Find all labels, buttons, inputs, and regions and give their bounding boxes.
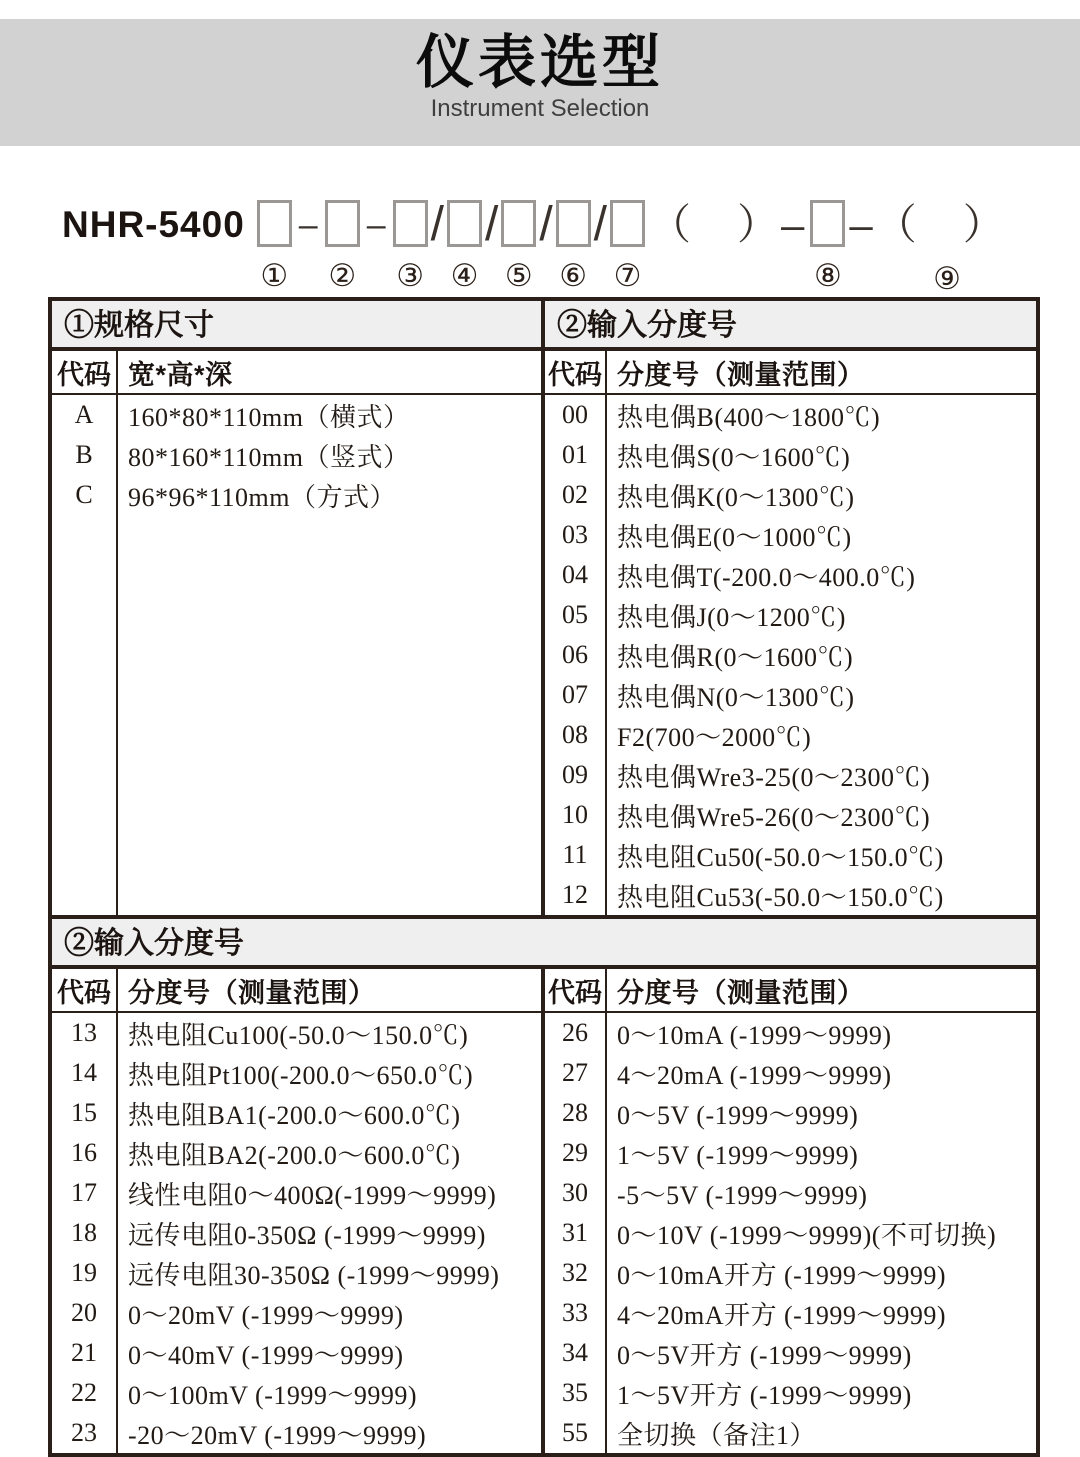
column-label-code: 代码 (545, 969, 607, 1011)
table-row (545, 515, 1036, 555)
code-cell: 05 (545, 595, 607, 635)
separator-slash: / (539, 198, 553, 251)
code-cell: 18 (52, 1213, 118, 1253)
desc-cell: 热电阻Cu50(-50.0～150.0℃) (617, 842, 944, 872)
spec-size-header: ①规格尺寸 (52, 301, 541, 351)
code-cell: 12 (545, 875, 607, 915)
code-cell: 14 (52, 1053, 118, 1093)
code-cell: 10 (545, 795, 607, 835)
desc-cell: 0～20mV (-1999～9999) (128, 1300, 404, 1330)
table-row (545, 755, 1036, 795)
table-row (545, 1293, 1036, 1333)
table-row (52, 1253, 541, 1293)
input-index-table-2-left (52, 969, 545, 1453)
table-row (545, 1413, 1036, 1453)
table-row (545, 435, 1036, 475)
code-cell: 17 (52, 1173, 118, 1213)
desc-cell: 远传电阻30-350Ω (-1999～9999) (128, 1260, 500, 1290)
column-label-range: 分度号（测量范围） (128, 977, 376, 1008)
desc-cell: -5～5V (-1999～9999) (617, 1180, 868, 1210)
code-cell: 08 (545, 715, 607, 755)
desc-cell: 全切换（备注1） (617, 1420, 817, 1450)
desc-cell: 96*96*110mm（方式） (128, 482, 396, 512)
desc-cell: 热电偶E(0～1000℃) (617, 522, 852, 552)
table-row (545, 555, 1036, 595)
separator-slash: / (593, 198, 608, 251)
section-2 (52, 919, 1036, 1453)
desc-cell: 0～5V (-1999～9999) (617, 1100, 859, 1130)
table-row (545, 1093, 1036, 1133)
desc-cell: 热电偶Wre5-26(0～2300℃) (617, 802, 931, 832)
input-index-table-2-right (545, 969, 1036, 1453)
model-field-3 (393, 200, 428, 293)
desc-cell: 0～10mA开方 (-1999～9999) (617, 1260, 946, 1290)
desc-cell: 0～40mV (-1999～9999) (128, 1340, 404, 1370)
table-row (545, 1013, 1036, 1053)
code-cell: 29 (545, 1133, 607, 1173)
desc-cell: 热电偶J(0～1200℃) (617, 602, 846, 632)
table-row (545, 835, 1036, 875)
table-row (545, 1333, 1036, 1373)
code-cell: 13 (52, 1013, 118, 1053)
field-number-9: ⑨ (933, 261, 961, 296)
input-index-rows-1 (545, 395, 1036, 915)
field-number-1: ① (260, 258, 289, 293)
desc-cell: 热电偶S(0～1600℃) (617, 442, 851, 472)
desc-cell: 热电偶N(0～1300℃) (617, 682, 855, 712)
code-cell: A (52, 395, 118, 435)
column-label-size: 宽*高*深 (128, 359, 233, 390)
section-1 (52, 301, 1036, 919)
code-box-3 (393, 200, 428, 247)
table-row (52, 1333, 541, 1373)
desc-cell: 热电阻BA2(-200.0～600.0℃) (128, 1140, 461, 1170)
desc-cell: 4～20mA开方 (-1999～9999) (617, 1300, 946, 1330)
selection-table (48, 297, 1040, 1457)
table-row (545, 595, 1036, 635)
code-cell: 19 (52, 1253, 118, 1293)
desc-cell: 远传电阻0-350Ω (-1999～9999) (128, 1220, 486, 1250)
code-cell: 33 (545, 1293, 607, 1333)
desc-cell: 热电阻Cu53(-50.0～150.0℃) (617, 882, 944, 912)
table-row (545, 1173, 1036, 1213)
table-row (52, 1373, 541, 1413)
code-cell: 26 (545, 1013, 607, 1053)
table-row (52, 1293, 541, 1333)
input-index-header: ②输入分度号 (545, 301, 1036, 351)
code-cell: 27 (545, 1053, 607, 1093)
table-row (545, 1253, 1036, 1293)
code-cell: 31 (545, 1213, 607, 1253)
empty-row (52, 515, 541, 915)
model-field-4 (447, 200, 482, 293)
column-label-code: 代码 (545, 351, 607, 393)
code-cell: 22 (52, 1373, 118, 1413)
table-row (545, 675, 1036, 715)
code-box-1 (257, 200, 292, 247)
separator-dash-paren: –（ ） (849, 201, 1007, 248)
separator-slash: / (484, 198, 499, 251)
field-number-8: ⑧ (813, 258, 842, 293)
model-field-8 (810, 200, 845, 293)
code-box-2 (325, 200, 360, 247)
input-index-rows-2-right (545, 1013, 1036, 1453)
separator-slash: / (430, 198, 444, 251)
table-row (545, 395, 1036, 435)
spec-size-rows (52, 395, 541, 915)
desc-cell: 0～10mA (-1999～9999) (617, 1020, 892, 1050)
column-header (545, 969, 1036, 1013)
desc-cell: 0～100mV (-1999～9999) (128, 1380, 418, 1410)
desc-cell: 热电阻Cu100(-50.0～150.0℃) (128, 1020, 469, 1050)
table-row (52, 475, 541, 515)
table-row (52, 1093, 541, 1133)
code-cell: 01 (545, 435, 607, 475)
code-box-6 (556, 200, 591, 247)
column-label-code: 代码 (52, 969, 118, 1011)
code-cell: 07 (545, 675, 607, 715)
desc-cell: 热电偶R(0～1600℃) (617, 642, 854, 672)
code-cell: C (52, 475, 118, 515)
field-number-2: ② (328, 258, 357, 293)
desc-cell: 0～5V开方 (-1999～9999) (617, 1340, 912, 1370)
input-index-rows-2-left (52, 1013, 541, 1453)
model-field-1 (257, 200, 292, 293)
section-2-body (52, 969, 1036, 1453)
field-number-7: ⑦ (613, 258, 642, 293)
field-number-5: ⑤ (504, 258, 533, 293)
table-row (52, 1013, 541, 1053)
code-cell: 34 (545, 1333, 607, 1373)
code-cell: 20 (52, 1293, 118, 1333)
table-row (545, 715, 1036, 755)
table-row (545, 1133, 1036, 1173)
code-cell: 15 (52, 1093, 118, 1133)
table-row (52, 1213, 541, 1253)
table-row (52, 395, 541, 435)
desc-cell: 1～5V开方 (-1999～9999) (617, 1380, 912, 1410)
page-banner (0, 19, 1080, 146)
model-field-6 (556, 200, 591, 293)
table-row (545, 475, 1036, 515)
model-field-5 (501, 200, 536, 293)
input-index-header-2: ②输入分度号 (52, 919, 1036, 969)
field-number-4: ④ (450, 258, 479, 293)
spec-size-column-header (52, 351, 541, 395)
code-cell: 02 (545, 475, 607, 515)
page-title: 仪表选型 (415, 30, 664, 95)
model-field-2 (325, 200, 360, 293)
column-label-range: 分度号（测量范围） (617, 359, 865, 390)
code-cell: 23 (52, 1413, 118, 1453)
separator-paren-dash: （ ）– (649, 201, 807, 248)
code-cell: 30 (545, 1173, 607, 1213)
desc-cell: 热电偶T(-200.0～400.0℃) (617, 562, 916, 592)
code-cell: 09 (545, 755, 607, 795)
table-row (52, 1173, 541, 1213)
model-prefix: NHR-5400 (62, 204, 245, 245)
code-box-7 (610, 200, 645, 247)
code-cell: 35 (545, 1373, 607, 1413)
desc-cell: 160*80*110mm（横式） (128, 402, 410, 432)
table-row (52, 435, 541, 475)
column-label-range: 分度号（测量范围） (617, 977, 865, 1008)
desc-cell: 80*160*110mm（竖式） (128, 442, 410, 472)
code-cell: 06 (545, 635, 607, 675)
desc-cell: 线性电阻0～400Ω(-1999～9999) (128, 1180, 497, 1210)
desc-cell: F2(700～2000℃) (617, 722, 812, 752)
desc-cell (118, 515, 541, 915)
code-box-5 (501, 200, 536, 247)
code-cell: 11 (545, 835, 607, 875)
separator-dash: – (298, 206, 318, 244)
desc-cell: 0～10V (-1999～9999)(不可切换) (617, 1220, 997, 1250)
code-cell: 55 (545, 1413, 607, 1453)
desc-cell: 4～20mA (-1999～9999) (617, 1060, 892, 1090)
desc-cell: 热电偶B(400～1800℃) (617, 402, 881, 432)
desc-cell: 热电偶Wre3-25(0～2300℃) (617, 762, 931, 792)
code-cell: 00 (545, 395, 607, 435)
table-row (545, 1053, 1036, 1093)
table-row (545, 1213, 1036, 1253)
input-index-column-header (545, 351, 1036, 395)
table-row (545, 875, 1036, 915)
table-row (52, 1413, 541, 1453)
code-cell: 03 (545, 515, 607, 555)
spec-size-table (52, 301, 545, 915)
model-code-line (62, 200, 1011, 296)
table-row (52, 1053, 541, 1093)
field-number-3: ③ (396, 258, 425, 293)
table-row (52, 1133, 541, 1173)
code-cell: 32 (545, 1253, 607, 1293)
desc-cell: 热电阻BA1(-200.0～600.0℃) (128, 1100, 461, 1130)
table-row (545, 635, 1036, 675)
column-label-code: 代码 (52, 351, 118, 393)
field-number-6: ⑥ (559, 258, 588, 293)
code-box-4 (447, 200, 482, 247)
desc-cell: 热电偶K(0～1300℃) (617, 482, 855, 512)
model-field-7 (610, 200, 645, 293)
table-row (545, 795, 1036, 835)
code-cell: 28 (545, 1093, 607, 1133)
column-header (52, 969, 541, 1013)
model-field-9 (845, 200, 1010, 296)
code-cell (52, 515, 118, 915)
separator-dash: – (366, 206, 386, 244)
code-cell: B (52, 435, 118, 475)
page-subtitle: Instrument Selection (430, 95, 650, 122)
desc-cell: -20～20mV (-1999～9999) (128, 1420, 427, 1450)
code-box-8 (810, 200, 845, 247)
code-cell: 04 (545, 555, 607, 595)
code-cell: 21 (52, 1333, 118, 1373)
input-index-table-1 (545, 301, 1036, 915)
desc-cell: 热电阻Pt100(-200.0～650.0℃) (128, 1060, 474, 1090)
table-row (545, 1373, 1036, 1413)
desc-cell: 1～5V (-1999～9999) (617, 1140, 859, 1170)
code-cell: 16 (52, 1133, 118, 1173)
